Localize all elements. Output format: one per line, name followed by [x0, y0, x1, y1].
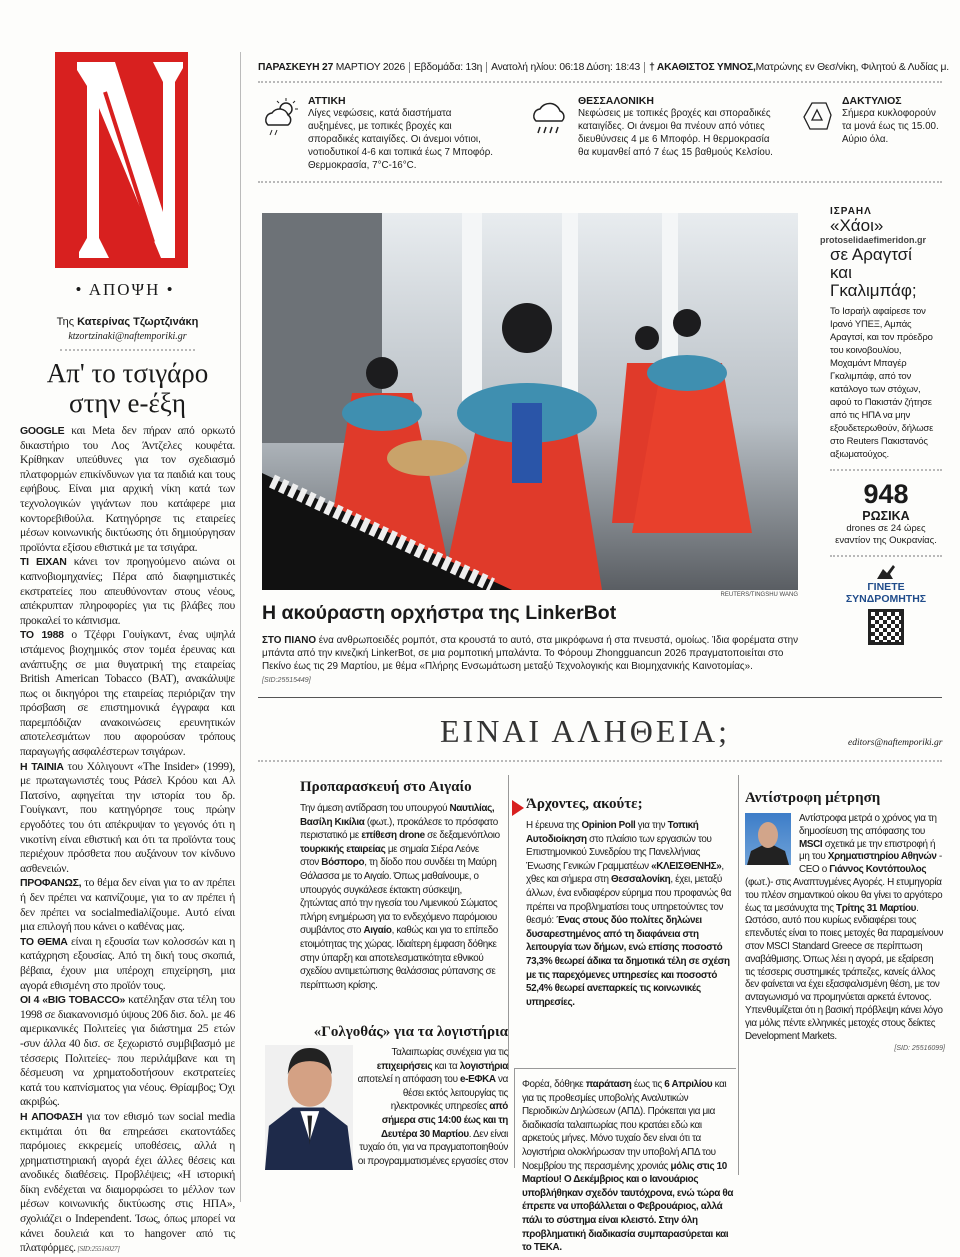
- weather-text: Λίγες νεφώσεις, κατά διαστήματα αυξημένες, με τοπικές βροχές και σποραδικές καταιγίδες. Οι άνεμοι νότιοι, νοτιοδυτικοί 4-6 και τοπικά έως 7 Μποφόρ. Θερμοκρασία, 7°C-16°C.: [308, 108, 494, 171]
- editors-email[interactable]: editors@naftemporiki.gr: [848, 738, 943, 748]
- opinion-paragraph: ΤΟ ΘΕΜΑ είναι η εξουσία των κολοσσών και η κατάχρηση εξουσίας. Από τη δική τους σκοπιά, βέβαια, έχουν μια υπέροχη επιχείρηση, μια αγορά εθισμένη στο προϊόν τους.: [20, 934, 235, 992]
- sidebar-title-3: και Γκαλιμπάφ;: [830, 263, 917, 300]
- bold-text: Θεσσαλονίκη: [611, 874, 671, 886]
- caption-text: ένα ανθρωποειδές ρομπότ, στα κρουστά το αυτό, στα μικρόφωνα ή στα πνευστά, ομοίως. Ίδια φορέματα στην μπάντα από την κινεζική LinkerBot, σε μια ρομποτική μπαλάντα. Το Φόρουμ Zhongguancun 2026 πραγματοποιείται στο Πεκίνο έως τις 29 Μαρτίου, με θέμα «Πλήρης Ενσωμάτωση μεταξύ Τεχνολογικής και Βιομηχανικής Καινοτομίας».: [262, 635, 799, 672]
- photo-story-caption: [262, 634, 802, 687]
- byline: [20, 316, 235, 328]
- sid: [SID:25516027]: [75, 1245, 120, 1254]
- sidebar-kicker: ΙΣΡΑΗΛ: [830, 206, 872, 217]
- paragraph-lead: Η ΤΑΙΝΙΑ: [20, 760, 64, 773]
- divider: [258, 697, 942, 698]
- opinion-body: [20, 424, 235, 1257]
- byline-prefix: Της: [56, 316, 74, 328]
- item-title: Αντίστροφη μέτρηση: [745, 790, 881, 806]
- bold-text: Τρίτης 31 Μαρτίου: [836, 902, 917, 914]
- caption-lead: ΣΤΟ ΠΙΑΝΟ: [262, 635, 317, 646]
- item-accounting-continued: [522, 1078, 734, 1255]
- subscribe-button[interactable]: [830, 581, 942, 605]
- paragraph-lead: ΤΟ ΘΕΜΑ: [20, 935, 68, 948]
- paragraph-lead: ΠΡΟΦΑΝΩΣ,: [20, 877, 82, 890]
- stat-number: 948: [863, 479, 909, 509]
- bold-text: επίθεση drone: [361, 830, 425, 842]
- date: ΜΑΡΤΙΟΥ 2026: [335, 62, 405, 73]
- bold-text: 6 Απριλίου: [664, 1079, 713, 1090]
- item-text: Αντίστροφα μετρά ο χρόνος για τη δημοσίευση της απόφασης του MSCI σχετικά με την επιστροφή ή μη του Χρηματιστηρίου Αθηνών -CEO ο Γιάννος Κοντόπουλος (φωτ.)- στις Αναπτυγμένες Αγορές. Η ετυμηγορία του πλέον σημαντικού οίκου θα γίνει το αργότερο έως τα μεσάνυχτα της Τρίτης 31 Μαρτίου. Ωστόσο, αυτό που κυρίως ενδιαφέρει τους επενδυτές είναι το ποιες μετοχές θα παραμείνουν στον MSCI Standard Greece σε περίπτωση αναβάθμισης. Όπως λέει η αγορά, με εξαίρεση τις τέσσερις συστημικές τράπεζες, κανείς άλλος δεν φαίνεται να έχει εξασφαλισμένη θέση, με τον ανταγωνισμό να προμηνύεται αρκετά έντονος. Υπενθυμίζεται ότι η βασική πρόβλεψη κάνει λόγο για μόλις πέντε ελληνικές μετοχές στους δείκτες Development Markets.: [745, 813, 944, 1042]
- date-bar: [258, 62, 948, 73]
- column-divider: [514, 1068, 515, 1168]
- bold-text: Αιγαίο: [363, 925, 392, 937]
- item-text: Ταλαιπωρίας συνέχεια για τις επιχειρήσεις και τα λογιστήρια αποτελεί η απόφαση του e-ΕΦΚΑ να θέσει εκτός λειτουργίας τις ηλεκτρονικές υπηρεσίες από σήμερα στις 14:00 έως και τη Δευτέρα 30 Μαρτίου. Δεν είναι τυχαίο ότι, για να πραγματοποιηθούν οι προγραμματισμένες εργασίες στον: [357, 1047, 508, 1167]
- day: ΠΑΡΑΣΚΕΥΗ 27: [258, 62, 334, 73]
- bold-text: MSCI: [799, 838, 823, 850]
- section-title: ΕΙΝΑΙ ΑΛΗΘΕΙΑ;: [440, 713, 731, 749]
- weather-attica: [260, 95, 500, 172]
- bold-text: από σήμερα στις 14:00 έως και τη Δευτέρα 30 Μαρτίου: [380, 1101, 508, 1140]
- weather-text: Νεφώσεις με τοπικές βροχές και σποραδικές καταιγίδες. Οι άνεμοι θα πνέουν από νότιες διευθύνσεις 4 με 6 Μποφόρ. Η θερμοκρασία θα κυμανθεί από 7 έως 15 βαθμούς Κελσίου.: [578, 108, 773, 158]
- sidebar: [820, 206, 942, 645]
- sun-cloud-rain-icon: [260, 95, 300, 140]
- item-title: «Γολγοθάς» για τα λογιστήρια: [313, 1024, 508, 1040]
- bold-text: Γιάννος Κοντόπουλος: [829, 864, 927, 876]
- weather-region: ΑΤΤΙΚΗ: [308, 95, 346, 107]
- item-title: Άρχοντες, ακούτε;: [526, 796, 643, 812]
- sidebar-title-2: σε Αραγτσί: [830, 245, 912, 264]
- opinion-paragraph: GOOGLE και Meta δεν πήραν από ορκωτό δικαστήριο του Λος Άντζελες κουφέτα. Κρίθηκαν υπεύθυνες για τον σχεδιασμό πλατφορμών επικίνδυνων για τα παιδιά και τους εφήβους. Είναι μια αρχική νίκη κατά των τεχνολογικών γιγάντων που κατάφερε μια κοντορεβιθούλα. Κατηγόρησε τις εταιρείες μέσων κοινωνικής δικτύωσης ότι δημιούργησαν προϊόντα εξίσου εθιστικά με τα τσιγάρα.: [20, 424, 235, 554]
- item-countdown: [745, 779, 945, 1052]
- section-tag: • ΑΠΟΨΗ •: [75, 280, 175, 299]
- subscribe-line-1: ΓΙΝΕΤΕ: [867, 581, 905, 593]
- item-title: Προπαρασκευή στο Αιγαίο: [300, 779, 472, 795]
- weather-region: ΘΕΣΣΑΛΟΝΙΚΗ: [578, 95, 654, 107]
- item-text: Την άμεση αντίδραση του υπουργού Ναυτιλίας, Βασίλη Κικίλια (φωτ.), προκάλεσε το πρόσφατο περιστατικό με επίθεση drone σε δεξαμενόπλοιο τουρκικής εταιρείας με σημαία Σιέρα Λεόνε στον Βόσπορο, τη δίοδο που συνδέει τη Μαύρη Θάλασσα με το Αιγαίο. Όπως μαθαίνουμε, ο υπουργός συγκάλεσε έκτακτη σύσκεψη, ζητώντας από την ηγεσία του Λιμενικού Σώματος πλήρη ενημέρωση για το ενδεχόμενο παρόμοιου συμβάντος στο Αιγαίο, καθώς και για το επίπεδο ετοιμότητας της χώρας. Ιδιαίτερη έμφαση δόθηκε στην ύπαρξη και αποτελεσματικότητα εθνικού σχεδίου αντιμετώπισης θαλάσσιας ρύπανσης σε περίπτωση κρίσης.: [300, 803, 500, 991]
- photo-story-title: Η ακούραστη ορχήστρα της LinkerBot: [262, 602, 617, 624]
- opinion-title: Απ' το τσιγάρο στην e-έξη: [46, 358, 209, 418]
- divider: [514, 1068, 736, 1069]
- divider: [258, 760, 942, 762]
- paragraph-lead: Η ΑΠΟΦΑΣΗ: [20, 1110, 83, 1123]
- naftemporiki-logo: [55, 52, 188, 268]
- item-rulers: [526, 795, 732, 1009]
- traffic-ring-icon: [800, 95, 834, 140]
- saint-day: Ματρώνης εν Θεσ/νίκη, Φιλητού & Λυδίας μ.: [755, 62, 949, 73]
- divider: [60, 349, 195, 351]
- photo-credit: REUTERS/TINGSHU WANG: [720, 592, 798, 598]
- author-name: Κατερίνας Τζωρτζινάκη: [77, 316, 199, 328]
- divider: [258, 181, 942, 183]
- bold-text: Βόσπορο: [321, 857, 365, 869]
- bold-text: τουρκικής εταιρείας: [300, 843, 386, 855]
- weather-ring: [800, 95, 945, 146]
- column-divider: [240, 52, 241, 1202]
- column-divider: [508, 775, 509, 1070]
- item-text: Φορέα, δόθηκε παράταση έως τις 6 Απριλίου και για τις προθεσμίες υποβολής Αναλυτικών Περιοδικών Δηλώσεων (ΑΠΔ). Πρόκειται για μια διαδικασία ταλαιπωρίας που κρατάει εδώ και αρκετούς μήνες. Μόνο τυχαίο δεν είναι ότι τα λογιστήρια ολοκλήρωσαν την υποβολή ΑΠΔ του Νοεμβρίου της περασμένης χρονιάς μόλις στις 10 Μαρτίου! Ο Δεκέμβριος και ο Ιανουάριος υποβλήθηκαν σχεδόν ταυτόχρονα, ενώ τώρα θα έπρεπε να υποβάλλεται ο Φεβρουάριος, αλλά πάλι το σύστημα είναι κλειστό. Στην όλη προβληματική διαδικασία συμπαρασύρεται και το ΤΕΚΑ.: [522, 1079, 734, 1254]
- paragraph-lead: ΟΙ 4 «BIG TOBACCO»: [20, 994, 126, 1007]
- item-aegean: [300, 778, 500, 992]
- watermark: protoselidaefimeridon.gr: [820, 235, 927, 245]
- subscriber-icon: [875, 563, 897, 581]
- paragraph-lead: ΤΟ 1988: [20, 629, 64, 642]
- stat-text: drones σε 24 ώρες εναντίον της Ουκρανίας.: [835, 523, 937, 546]
- weather-region: ΔΑΚΤΥΛΙΟΣ: [842, 95, 902, 107]
- weather-text: Σήμερα κυκλοφορούν τα μονά έως τις 15.00. Αύριο όλα.: [842, 108, 939, 145]
- red-triangle-icon: [512, 800, 524, 816]
- sidebar-text: Το Ισραήλ αφαίρεσε τον Ιρανό ΥΠΕΞ, Αμπάς Αραγτσί, και τον πρόεδρο του κοινοβουλίου, Μοχαμάντ Μπαγέρ Γκαλιμπάφ, από τον κατάλογο των στόχων, αφού το Πακιστάν ζήτησε από τις ΗΠΑ να μην εξουδετερωθούν, δήλωσε στο Reuters Πακιστανός αξιωματούχος.: [830, 306, 934, 460]
- paragraph-lead: ΤΙ ΕΙΧΑΝ: [20, 556, 67, 569]
- subscribe-line-2: ΣΥΝΔΡΟΜΗΤΗΣ: [845, 593, 927, 605]
- divider: [830, 555, 942, 557]
- sun-times: Ανατολή ηλίου: 06:18 Δύση: 18:43: [491, 62, 641, 73]
- sid: [SID:25515449]: [262, 677, 311, 684]
- bold-text: Τοπική Αυτοδιοίκηση: [526, 820, 699, 845]
- sid: [SID: 25516099]: [894, 1045, 945, 1053]
- bold-text: Χρηματιστηρίου Αθηνών: [827, 851, 937, 863]
- item-accounting: [262, 1023, 508, 1168]
- kontopoulos-photo: [745, 813, 791, 865]
- opinion-paragraph: ΠΡΟΦΑΝΩΣ, το θέμα δεν είναι για το αν πρέπει ή δεν πρέπει να καπνίζουμε, για το αν πρέπει ή δεν πρέπει να socialmediaλίζουμε. Αυτό είναι μια επιλογή που κάνει ο καθένας μας.: [20, 876, 235, 934]
- bold-text: λογιστήρια: [459, 1060, 508, 1072]
- bold-text: μόλις στις 10 Μαρτίου! Ο Δεκέμβριος και ο Ιανουάριος υποβλήθηκαν σχεδόν ταυτόχρονα, ενώ τώρα θα έπρεπε να υποβάλλεται ο Φεβρουάριος, αλλά πάλι το σύστημα είναι κλειστό. Στην όλη προβληματική διαδικασία συμπαρασύρεται και το ΤΕΚΑ.: [522, 1160, 734, 1254]
- item-text: Η έρευνα της Opinion Poll για την Τοπική Αυτοδιοίκηση στο πλαίσιο των εργασιών του Επιστημονικού Συνεδρίου της Πανελλήνιας Ένωσης Γενικών Γραμματέων «ΚΛΕΙΣΘΕΝΗΣ», χθες και σήμερα στη Θεσσαλονίκη, έχει, μεταξύ άλλων, ένα ενδιαφέρον εύρημα που προφανώς θα πρέπει να προβληματίσει τους υπηρετούντες τον θεσμό: Ένας στους δύο πολίτες δηλώνει δυσαρεστημένος από τη διαφάνεια στη λειτουργία των δήμων, ενώ επίσης ποσοστό 73,3% θεωρεί άδικα τα δημοτικά τέλη σε σχέση με τις παρεχόμενες υπηρεσίες και ποσοστό 52,4% θεωρεί ανεπαρκείς τις κοινωνικές υπηρεσίες.: [526, 820, 732, 1008]
- robot-orchestra-photo: [262, 213, 798, 590]
- column-divider: [738, 775, 739, 1175]
- week: Εβδομάδα: 13η: [414, 62, 483, 73]
- bold-text: επιχειρήσεις: [376, 1060, 433, 1072]
- opinion-paragraph: ΤΙ ΕΙΧΑΝ κάνει τον προηγούμενο αιώνα οι καπνοβιομηχανίες; Πέρα από διαφημιστικές εκστρατείες που απευθύνονταν στους νέους, απέκρυπταν πληροφορίες για τις βλάβες που προκαλεί το κάπνισμα.: [20, 555, 235, 627]
- opinion-paragraph: Η ΤΑΙΝΙΑ του Χόλιγουντ «The Insider» (1999), με πρωταγωνιστές τους Ράσελ Κρόου και Αλ Πατσίνο, αφηγείται την ιστορία του δρ. Γουίγκαντ, που κατηγόρησε τους πρώην εργοδότες του ότι απέκρυψαν το γεγονός ότι η νικοτίνη είναι εθιστική και ότι τα προϊόντα τους περιέχουν πρόσθετα που αυξάνουν τον κίνδυνο ασθενειών.: [20, 759, 235, 875]
- saint-lead: † ΑΚΑΘΙΣΤΟΣ ΥΜΝΟΣ,: [649, 62, 756, 73]
- bold-text: Ένας στους δύο πολίτες δηλώνει δυσαρεστημένος από τη διαφάνεια στη λειτουργία των δήμων, ενώ επίσης ποσοστό 73,3% θεωρεί άδικα τα δημοτικά τέλη σε σχέση με τις παρεχόμενες υπηρεσίες και ποσοστό 52,4% θεωρεί ανεπαρκείς τις κοινωνικές υπηρεσίες.: [526, 915, 730, 1008]
- bold-text: Opinion Poll: [581, 820, 636, 831]
- opinion-paragraph: ΤΟ 1988 ο Τζέφρι Γουίγκαντ, ένας υψηλά ιστάμενος βιοχημικός στον τομέα έρευνας και ανάπτυξης σε μια θυγατρική της εταιρείας British American Tobacco (BAT), ανακάλυψε πως οι δικηγόροι της εταιρείας περιόριζαν την πρόσβαση σε επιστημονικά έγγραφα και παρεμπόδιζαν ανακοινώσεις ερευνητικών αποτελεσμάτων που αφορούσαν τρόπους παραγωγής ασφαλέστερων τσιγάρων.: [20, 628, 235, 759]
- opinion-paragraph: Η ΑΠΟΦΑΣΗ για τον εθισμό των social media εκτιμάται ότι θα επηρεάσει εκατοντάδες παρόμοιες εκκρεμείς υποθέσεις, αλλά η χρηματιστηριακή αγορά έχει άλλες θέσεις και ανοδικές διαθέσεις. Προβλέψεις; «Η ιστορική δίκη ενδέχεται να διαμορφώσει το μέλλον των μέσων κοινωνικής δικτύωσης στις ΗΠΑ», σχολιάζει ο Independent. Ίσως, όπως μπορεί να κάνει δουλειά και το hangover από τις πλατφόρμες. [SID:25516027]: [20, 1109, 236, 1255]
- opinion-paragraph: ΟΙ 4 «BIG TOBACCO» κατέληξαν στα τέλη του 1998 σε διακανονισμό ύψους 206 δισ. δολ. με 46 αμερικανικές Πολιτείες για διάστημα 25 ετών -συν άλλα 40 δισ. σε ξεχωριστό συμβιβασμό με τέσσερις Πολιτείες- που περιλάμβανε και τη δέσμευση να χρηματοδοτήσουν εκστρατείες κατά του καπνίσματος για νέους. Θρίαμβος; Όχι ακριβώς.: [20, 993, 236, 1109]
- bold-text: e-ΕΦΚΑ: [460, 1074, 496, 1086]
- stat-label: ΡΩΣΙΚΑ: [862, 509, 910, 523]
- bold-text: παράταση: [585, 1079, 632, 1090]
- weather-thessaloniki: [530, 95, 780, 159]
- bold-text: «ΚΛΕΙΣΘΕΝΗΣ»: [651, 860, 722, 872]
- sidebar-title: «Χάοι»: [830, 216, 884, 235]
- bold-text: Ναυτιλίας, Βασίλη Κικίλια: [300, 803, 495, 828]
- divider: [830, 469, 942, 471]
- paragraph-lead: GOOGLE: [20, 425, 65, 437]
- author-email[interactable]: ktzortzinaki@naftemporiki.gr: [68, 331, 187, 342]
- qr-code[interactable]: [868, 609, 904, 645]
- divider: [258, 81, 942, 83]
- rain-cloud-icon: [530, 95, 570, 140]
